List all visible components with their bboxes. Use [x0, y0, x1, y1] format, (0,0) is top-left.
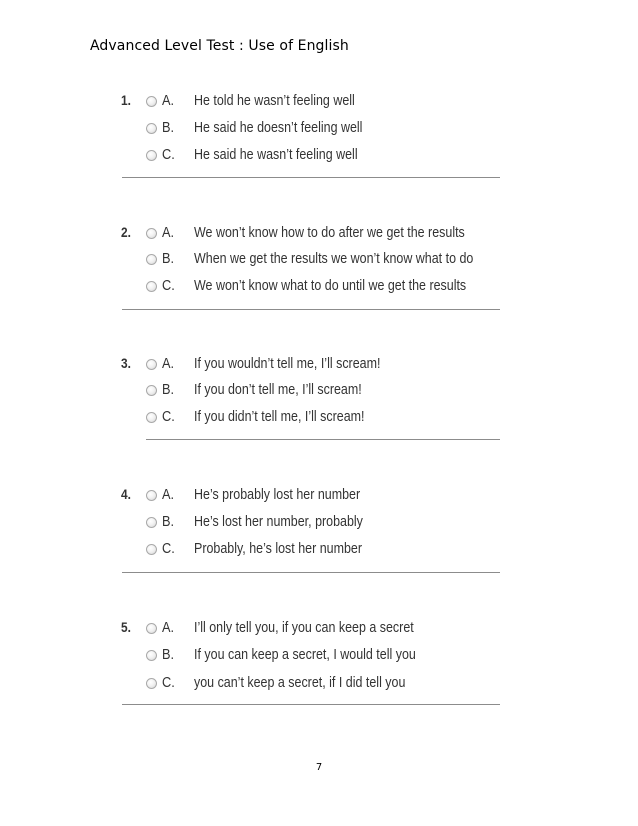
option-2c[interactable]: [146, 277, 510, 295]
option-4a[interactable]: [146, 486, 387, 504]
option-5c[interactable]: [146, 674, 440, 692]
option-letter: C.: [162, 409, 175, 425]
option-4b[interactable]: [146, 513, 390, 531]
option-text: He’s lost her number, probably: [194, 514, 363, 530]
option-1c[interactable]: [146, 146, 384, 164]
page-title: Advanced Level Test : Use of English: [90, 38, 349, 54]
radio-button[interactable]: [146, 517, 157, 528]
option-letter: C.: [162, 147, 175, 163]
question-divider: [122, 177, 500, 178]
option-letter: C.: [162, 278, 175, 294]
page-number: 7: [315, 762, 323, 773]
option-1a[interactable]: [146, 92, 381, 110]
question-divider: [122, 309, 500, 310]
option-3b[interactable]: [146, 381, 389, 399]
question-number: 4.: [121, 486, 131, 502]
radio-button[interactable]: [146, 385, 157, 396]
option-letter: A.: [162, 487, 175, 503]
option-text: He told he wasn’t feeling well: [194, 93, 355, 109]
question-divider: [146, 439, 500, 440]
option-text: We won’t know what to do until we get the results: [194, 278, 467, 294]
option-2a[interactable]: [146, 224, 509, 242]
option-4c[interactable]: [146, 540, 389, 558]
option-1b[interactable]: [146, 119, 390, 137]
radio-button[interactable]: [146, 412, 157, 423]
option-letter: B.: [162, 647, 175, 663]
option-5a[interactable]: [146, 619, 450, 637]
option-text: If you don’t tell me, I’ll scream!: [194, 382, 362, 398]
option-3a[interactable]: [146, 355, 411, 373]
radio-button[interactable]: [146, 678, 157, 689]
question-divider: [122, 572, 500, 573]
option-letter: C.: [162, 675, 175, 691]
option-text: Probably, he’s lost her number: [194, 541, 362, 557]
option-text: If you wouldn’t tell me, I’ll scream!: [194, 356, 381, 372]
option-text: He said he doesn’t feeling well: [194, 120, 363, 136]
option-letter: B.: [162, 382, 175, 398]
option-letter: B.: [162, 120, 175, 136]
option-text: If you can keep a secret, I would tell you: [194, 647, 416, 663]
question-divider: [122, 704, 500, 705]
question-number: 2.: [121, 224, 131, 240]
radio-button[interactable]: [146, 281, 157, 292]
question-number: 5.: [121, 619, 131, 635]
radio-button[interactable]: [146, 96, 157, 107]
option-2b[interactable]: [146, 250, 519, 268]
radio-button[interactable]: [146, 650, 157, 661]
option-letter: B.: [162, 514, 175, 530]
radio-button[interactable]: [146, 254, 157, 265]
option-letter: A.: [162, 620, 175, 636]
radio-button[interactable]: [146, 150, 157, 161]
question-number: 1.: [121, 92, 131, 108]
option-letter: A.: [162, 93, 175, 109]
option-text: He’s probably lost her number: [194, 487, 361, 503]
radio-button[interactable]: [146, 490, 157, 501]
option-letter: A.: [162, 225, 175, 241]
option-letter: C.: [162, 541, 175, 557]
option-text: you can’t keep a secret, if I did tell you: [194, 675, 406, 691]
option-text: I’ll only tell you, if you can keep a secret: [194, 620, 414, 636]
option-letter: B.: [162, 251, 175, 267]
option-3c[interactable]: [146, 408, 392, 426]
option-5b[interactable]: [146, 646, 452, 664]
radio-button[interactable]: [146, 623, 157, 634]
radio-button[interactable]: [146, 123, 157, 134]
option-letter: A.: [162, 356, 175, 372]
radio-button[interactable]: [146, 544, 157, 555]
question-number: 3.: [121, 355, 131, 371]
option-text: If you didn’t tell me, I’ll scream!: [194, 409, 365, 425]
option-text: When we get the results we won’t know what to do: [194, 251, 474, 267]
radio-button[interactable]: [146, 359, 157, 370]
option-text: He said he wasn’t feeling well: [194, 147, 358, 163]
radio-button[interactable]: [146, 228, 157, 239]
option-text: We won’t know how to do after we get the results: [194, 225, 465, 241]
